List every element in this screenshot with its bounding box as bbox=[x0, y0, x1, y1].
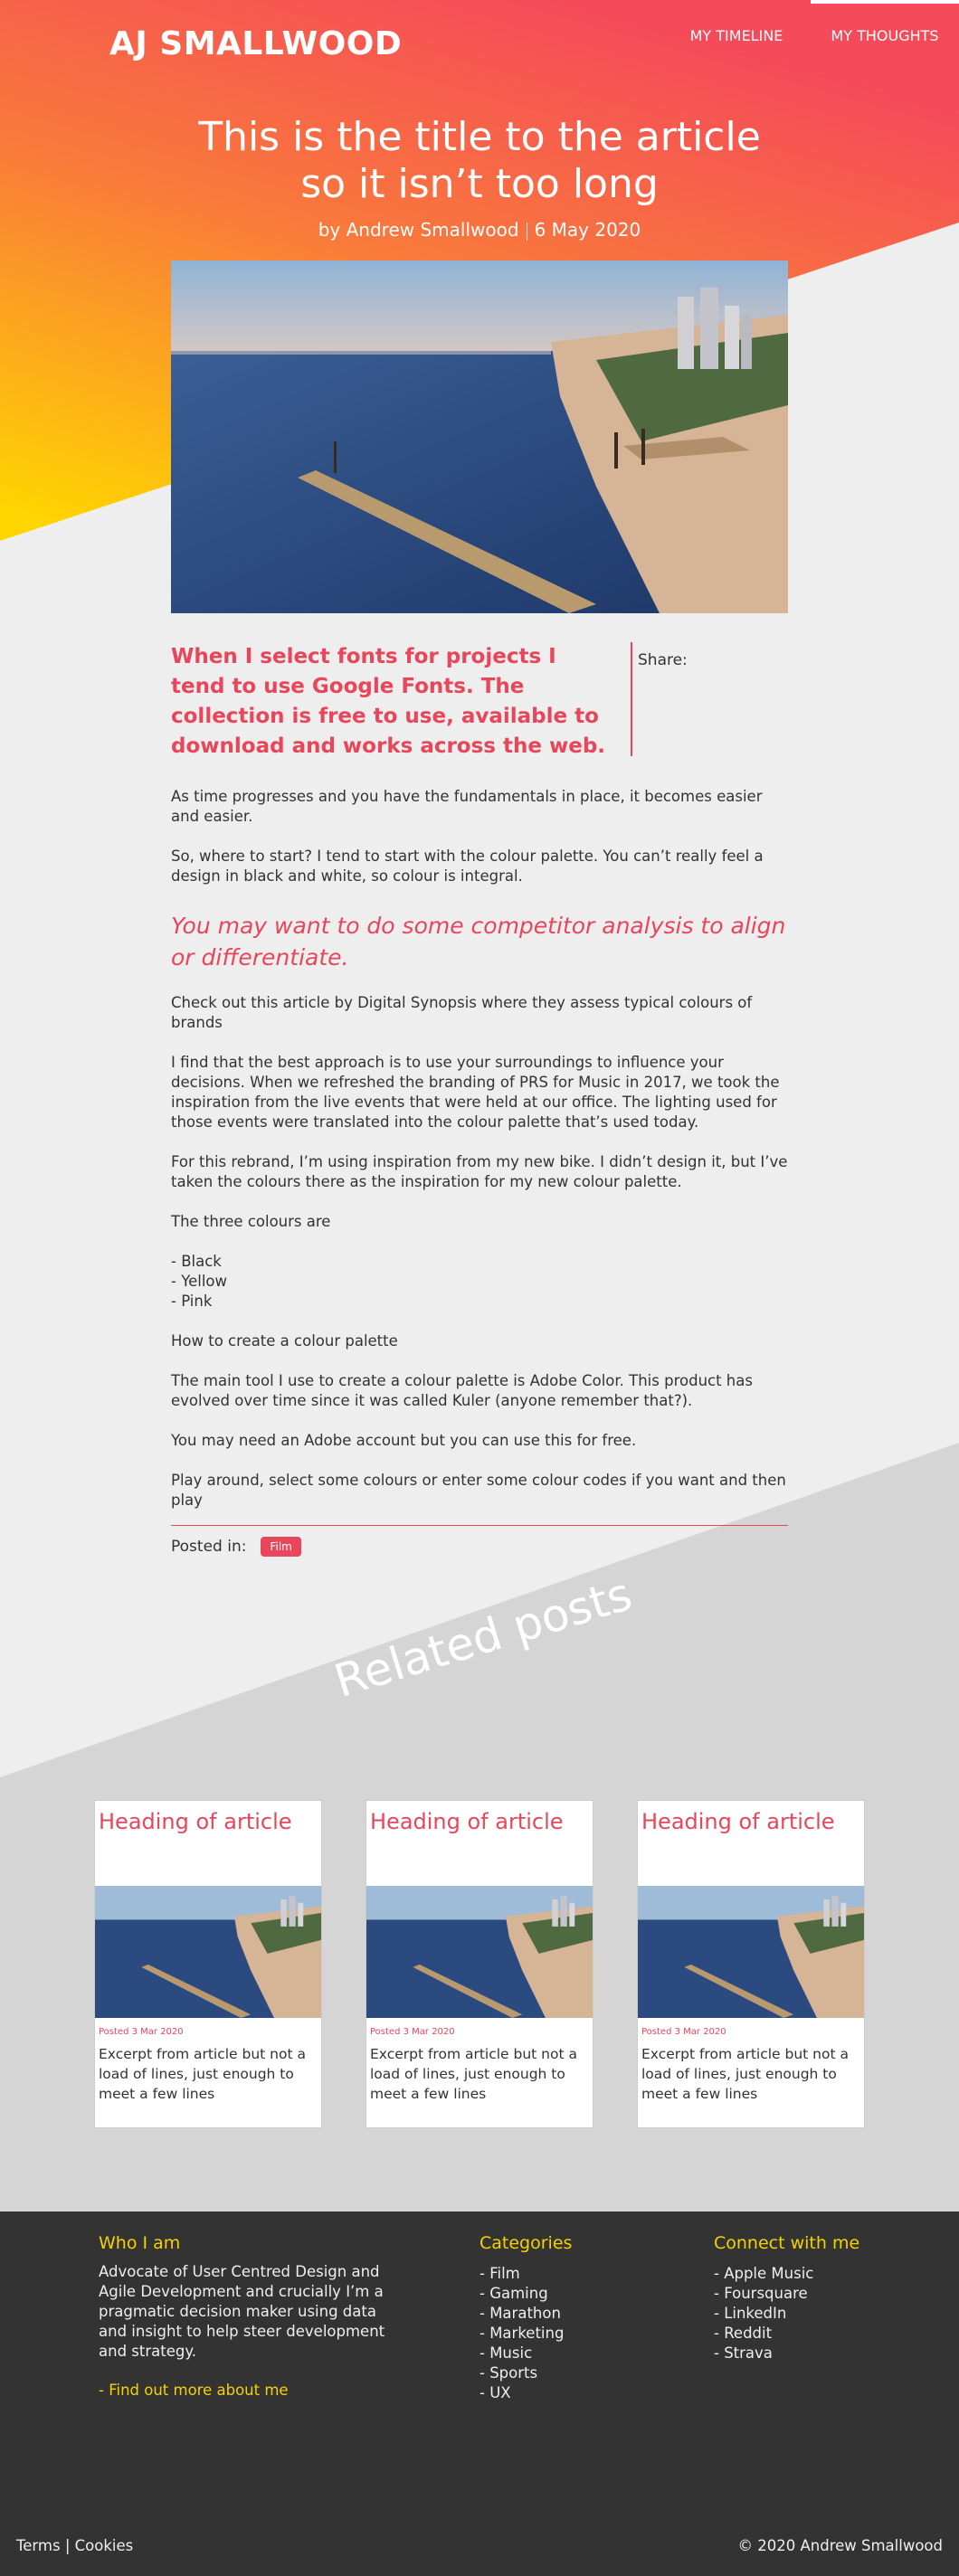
main-nav bbox=[662, 0, 959, 71]
publish-date: 6 May 2020 bbox=[534, 219, 641, 241]
social-link[interactable]: - LinkedIn bbox=[714, 2305, 787, 2322]
card-heading[interactable]: Heading of article bbox=[99, 1809, 292, 1834]
paragraph: The three colours are bbox=[171, 1213, 331, 1230]
footer-heading: Categories bbox=[480, 2233, 573, 2253]
category-link[interactable]: - Music bbox=[480, 2344, 533, 2362]
related-card[interactable] bbox=[366, 1800, 593, 2128]
card-excerpt: Excerpt from article but not a load of lines, just enough to meet a few lines bbox=[370, 2046, 577, 2102]
byline bbox=[0, 219, 959, 241]
footer-bio: Advocate of User Centred Design and Agile Development and crucially I’m a pragmatic decision maker using data and insight to help steer development and strategy. bbox=[99, 2263, 385, 2360]
category-link[interactable]: - Marathon bbox=[480, 2305, 561, 2322]
card-image bbox=[366, 1886, 593, 2018]
category-list bbox=[480, 2264, 660, 2403]
social-link[interactable]: - Strava bbox=[714, 2344, 773, 2362]
card-date: Posted 3 Mar 2020 bbox=[370, 2027, 455, 2037]
author: by Andrew Smallwood bbox=[318, 219, 519, 241]
paragraph: The main tool I use to create a colour palette is Adobe Color. This product has evolved over time since it was called Kuler (anyone remember that?). bbox=[171, 1372, 753, 1409]
colour-list bbox=[171, 1252, 788, 1312]
category-link[interactable]: - UX bbox=[480, 2384, 511, 2401]
lead-row bbox=[171, 642, 788, 762]
footer-heading: Connect with me bbox=[714, 2233, 860, 2253]
footer-connect bbox=[714, 2211, 913, 2363]
pull-quote: You may want to do some competitor analysis to align or differentiate. bbox=[171, 913, 786, 971]
social-list bbox=[714, 2264, 913, 2363]
share-label: Share: bbox=[638, 651, 688, 669]
social-link[interactable]: - Apple Music bbox=[714, 2265, 814, 2282]
about-me-link[interactable]: - Find out more about me bbox=[99, 2382, 289, 2399]
nav-my-thoughts[interactable]: MY THOUGHTS bbox=[811, 0, 959, 71]
article-lead: When I select fonts for projects I tend to use Google Fonts. The collection is free to use, available to download and works across the web. bbox=[171, 645, 606, 758]
site-header bbox=[0, 0, 959, 81]
category-link[interactable]: - Gaming bbox=[480, 2285, 548, 2302]
card-heading[interactable]: Heading of article bbox=[641, 1809, 835, 1834]
site-footer bbox=[0, 2211, 959, 2576]
card-image bbox=[638, 1886, 864, 2018]
share-section bbox=[631, 642, 688, 756]
category-tag[interactable]: Film bbox=[261, 1537, 300, 1557]
related-card[interactable] bbox=[637, 1800, 865, 2128]
footer-heading: Who I am bbox=[99, 2233, 181, 2253]
article-header bbox=[0, 114, 959, 241]
category-link[interactable]: - Sports bbox=[480, 2364, 538, 2382]
paragraph: You may need an Adobe account but you can use this for free. bbox=[171, 1432, 637, 1449]
paragraph: How to create a colour palette bbox=[171, 1332, 398, 1350]
paragraph: Play around, select some colours or enter some colour codes if you want and then play bbox=[171, 1472, 786, 1509]
paragraph: Check out this article by Digital Synopsis where they assess typical colours of brands bbox=[171, 994, 753, 1031]
nav-my-timeline[interactable]: MY TIMELINE bbox=[689, 26, 783, 44]
related-posts-title: Related posts bbox=[328, 1567, 638, 1708]
category-link[interactable]: - Film bbox=[480, 2265, 520, 2282]
footer-who-i-am bbox=[99, 2211, 397, 2399]
paragraph: So, where to start? I tend to start with the colour palette. You can’t really feel a design in black and white, so colour is integral. bbox=[171, 848, 764, 885]
social-link[interactable]: - Reddit bbox=[714, 2325, 773, 2342]
footer-categories bbox=[480, 2211, 660, 2403]
posted-label: Posted in: bbox=[171, 1538, 247, 1556]
copyright: © 2020 Andrew Smallwood bbox=[737, 2537, 943, 2554]
list-item: - Yellow bbox=[171, 1273, 227, 1290]
card-date: Posted 3 Mar 2020 bbox=[641, 2027, 726, 2037]
article-body bbox=[171, 642, 788, 1557]
site-logo[interactable]: AJ SMALLWOOD bbox=[109, 25, 403, 62]
social-link[interactable]: - Foursquare bbox=[714, 2285, 808, 2302]
category-link[interactable]: - Marketing bbox=[480, 2325, 565, 2342]
list-item: - Black bbox=[171, 1253, 222, 1270]
legal-links[interactable]: Terms | Cookies bbox=[16, 2537, 134, 2554]
posted-in bbox=[171, 1537, 788, 1557]
hero-image bbox=[171, 260, 788, 613]
paragraph: For this rebrand, I’m using inspiration from my new bike. I didn’t design it, but I’ve taken the colours there as the inspiration for my new colour palette. bbox=[171, 1153, 788, 1190]
card-image bbox=[95, 1886, 321, 2018]
card-heading[interactable]: Heading of article bbox=[370, 1809, 564, 1834]
related-posts bbox=[94, 1800, 865, 2128]
paragraph: I find that the best approach is to use your surroundings to influence your decisions. When we refreshed the branding of PRS for Music in 2017, we took the inspiration from the live events that were held at our office. The lighting used for those events were translated into the colour palette that’s used today. bbox=[171, 1054, 780, 1131]
list-item: - Pink bbox=[171, 1293, 213, 1310]
paragraph: As time progresses and you have the fundamentals in place, it becomes easier and easier. bbox=[171, 788, 763, 825]
related-card[interactable] bbox=[94, 1800, 322, 2128]
article-title: This is the title to the article so it isn’t too long bbox=[198, 114, 761, 207]
card-excerpt: Excerpt from article but not a load of lines, just enough to meet a few lines bbox=[641, 2046, 849, 2102]
card-date: Posted 3 Mar 2020 bbox=[99, 2027, 184, 2037]
card-excerpt: Excerpt from article but not a load of lines, just enough to meet a few lines bbox=[99, 2046, 306, 2102]
divider bbox=[171, 1525, 788, 1526]
